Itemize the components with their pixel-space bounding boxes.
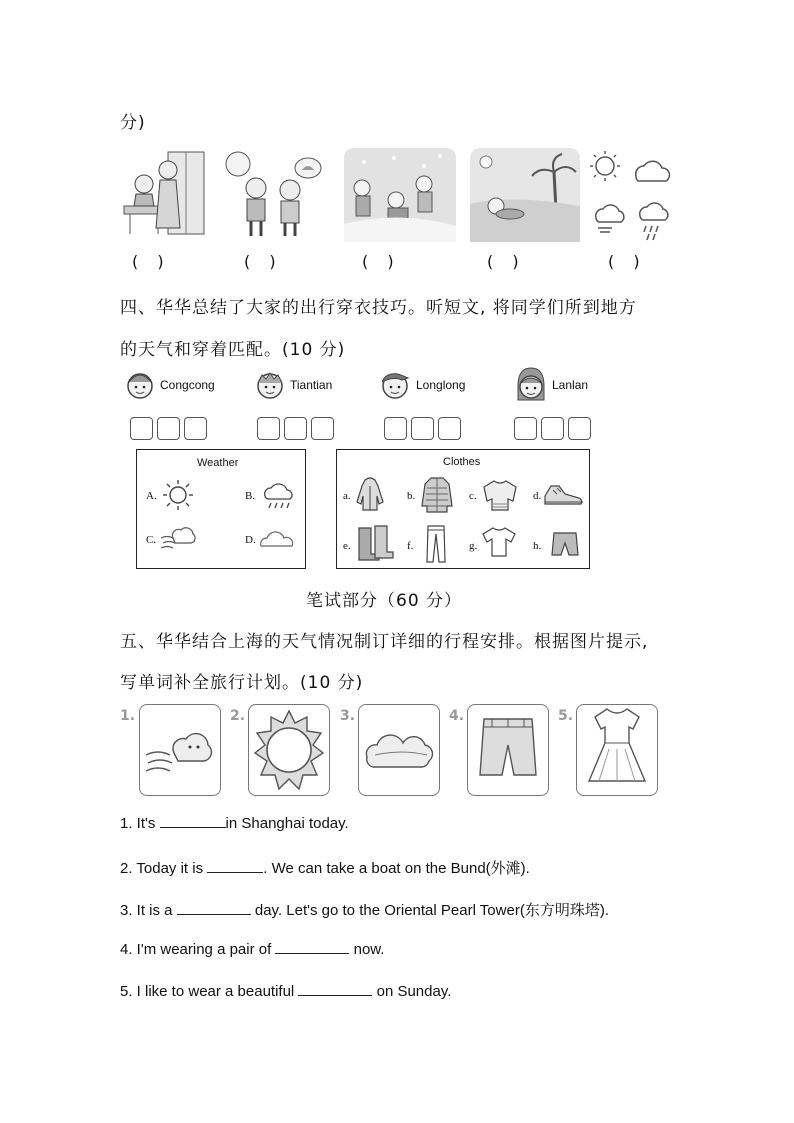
answer-box[interactable] <box>284 417 307 440</box>
kid-longlong <box>378 366 465 404</box>
picture-number: 1. <box>120 708 136 724</box>
picture-number: 5. <box>558 708 574 724</box>
option-letter: e. <box>343 540 351 552</box>
classroom-scene-image <box>120 148 210 242</box>
sentence-text: day. Let's go to the Oriental Pearl Tower(东方明珠塔). <box>250 902 609 919</box>
answer-box[interactable] <box>311 417 334 440</box>
answer-boxes-lanlan <box>514 417 591 440</box>
answer-blank[interactable] <box>207 860 263 873</box>
cloud-icon <box>359 705 439 795</box>
sentence-5 <box>120 983 451 1000</box>
answer-paren-3[interactable]: ( ) <box>362 252 394 271</box>
kid-lanlan <box>514 366 588 404</box>
sentence-4 <box>120 941 384 958</box>
boy-face-icon <box>254 367 286 403</box>
picture-card-cloud <box>358 704 440 796</box>
answer-paren-2[interactable]: ( ) <box>244 252 276 271</box>
sentence-text: 4. I'm wearing a pair of <box>120 941 276 958</box>
girl-face-icon <box>514 366 548 404</box>
picture-card-wind <box>139 704 221 796</box>
answer-paren-4[interactable]: ( ) <box>487 252 519 271</box>
answer-box[interactable] <box>438 417 461 440</box>
answer-box[interactable] <box>568 417 591 440</box>
sentence-text: now. <box>349 941 385 958</box>
down-jacket-icon <box>421 476 453 514</box>
answer-box[interactable] <box>384 417 407 440</box>
answer-box[interactable] <box>157 417 180 440</box>
answer-paren-1[interactable]: ( ) <box>132 252 164 271</box>
weather-panel-title: Weather <box>197 457 239 469</box>
picture-card-sun <box>248 704 330 796</box>
beach-scene-image <box>470 148 580 242</box>
clothes-panel <box>336 449 590 569</box>
answer-box[interactable] <box>257 417 280 440</box>
answer-paren-5[interactable]: ( ) <box>608 252 640 271</box>
option-letter: f. <box>407 540 414 552</box>
sweater-icon <box>481 478 519 512</box>
weather-panel <box>136 449 306 569</box>
option-letter: B. <box>245 490 256 502</box>
weather-icons-image <box>588 148 674 242</box>
sun-icon <box>161 478 195 512</box>
answer-blank[interactable] <box>298 983 372 996</box>
kid-congcong <box>124 366 215 404</box>
sun-icon <box>249 705 329 795</box>
boy-face-icon <box>124 367 156 403</box>
sentence-1 <box>120 815 349 832</box>
sentence-text: on Sunday. <box>372 983 452 1000</box>
answer-blank[interactable] <box>160 815 226 828</box>
kids-talking-scene-image <box>222 148 322 242</box>
option-letter: A. <box>146 490 157 502</box>
answer-box[interactable] <box>541 417 564 440</box>
picture-number: 4. <box>449 708 465 724</box>
option-letter: C. <box>146 534 157 546</box>
rain-boots-icon <box>355 524 395 562</box>
wind-icon <box>140 705 220 795</box>
snow-scene-image <box>344 148 456 242</box>
picture-card-shorts <box>467 704 549 796</box>
kid-name: Congcong <box>160 378 215 392</box>
picture-number: 3. <box>340 708 356 724</box>
sentence-text: 5. I like to wear a beautiful <box>120 983 299 1000</box>
option-letter: D. <box>245 534 256 546</box>
answer-box[interactable] <box>411 417 434 440</box>
sentence-2 <box>120 857 530 878</box>
shorts-icon <box>468 705 548 795</box>
question-fragment: 分) <box>120 113 146 133</box>
picture-card-dress <box>576 704 658 796</box>
answer-box[interactable] <box>130 417 153 440</box>
sentence-text: 1. It's <box>120 815 160 832</box>
answer-blank[interactable] <box>275 941 349 954</box>
answer-box[interactable] <box>184 417 207 440</box>
clothes-panel-title: Clothes <box>443 456 481 468</box>
answer-boxes-longlong <box>384 417 461 440</box>
written-part-heading: 笔试部分（60 分） <box>306 591 463 611</box>
sneakers-icon <box>543 480 585 510</box>
rain-icon <box>259 478 297 512</box>
option-letter: a. <box>343 490 351 502</box>
kid-name: Tiantian <box>290 378 333 392</box>
question-5-line-1: 五、华华结合上海的天气情况制订详细的行程安排。根据图片提示, <box>120 632 649 652</box>
cloud-icon <box>257 528 297 552</box>
shorts-icon <box>551 530 579 558</box>
sentence-text: . We can take a boat on the Bund(外滩). <box>263 860 530 877</box>
option-letter: h. <box>533 540 542 552</box>
answer-boxes-congcong <box>130 417 207 440</box>
option-letter: d. <box>533 490 542 502</box>
sentence-text: 3. It is a <box>120 902 177 919</box>
sentence-text: in Shanghai today. <box>225 815 349 832</box>
dress-icon <box>577 705 657 795</box>
kid-name: Lanlan <box>552 378 589 392</box>
kid-name: Longlong <box>416 378 466 392</box>
kid-tiantian <box>254 366 332 404</box>
picture-number: 2. <box>230 708 246 724</box>
answer-box[interactable] <box>514 417 537 440</box>
question-5-line-2: 写单词补全旅行计划。(10 分) <box>120 673 364 693</box>
windy-icon <box>159 524 197 552</box>
answer-blank[interactable] <box>177 902 251 915</box>
t-shirt-icon <box>481 526 517 558</box>
sentence-3 <box>120 899 609 920</box>
option-letter: g. <box>469 540 478 552</box>
option-letter: b. <box>407 490 416 502</box>
trousers-icon <box>425 524 447 564</box>
question-4-line-1: 四、华华总结了大家的出行穿衣技巧。听短文, 将同学们所到地方 <box>120 298 637 318</box>
answer-boxes-tiantian <box>257 417 334 440</box>
boy-face-icon <box>378 367 412 403</box>
option-letter: c. <box>469 490 477 502</box>
raincoat-icon <box>355 476 385 514</box>
question-4-line-2: 的天气和穿着匹配。(10 分) <box>120 340 346 360</box>
sentence-text: 2. Today it is <box>120 860 208 877</box>
